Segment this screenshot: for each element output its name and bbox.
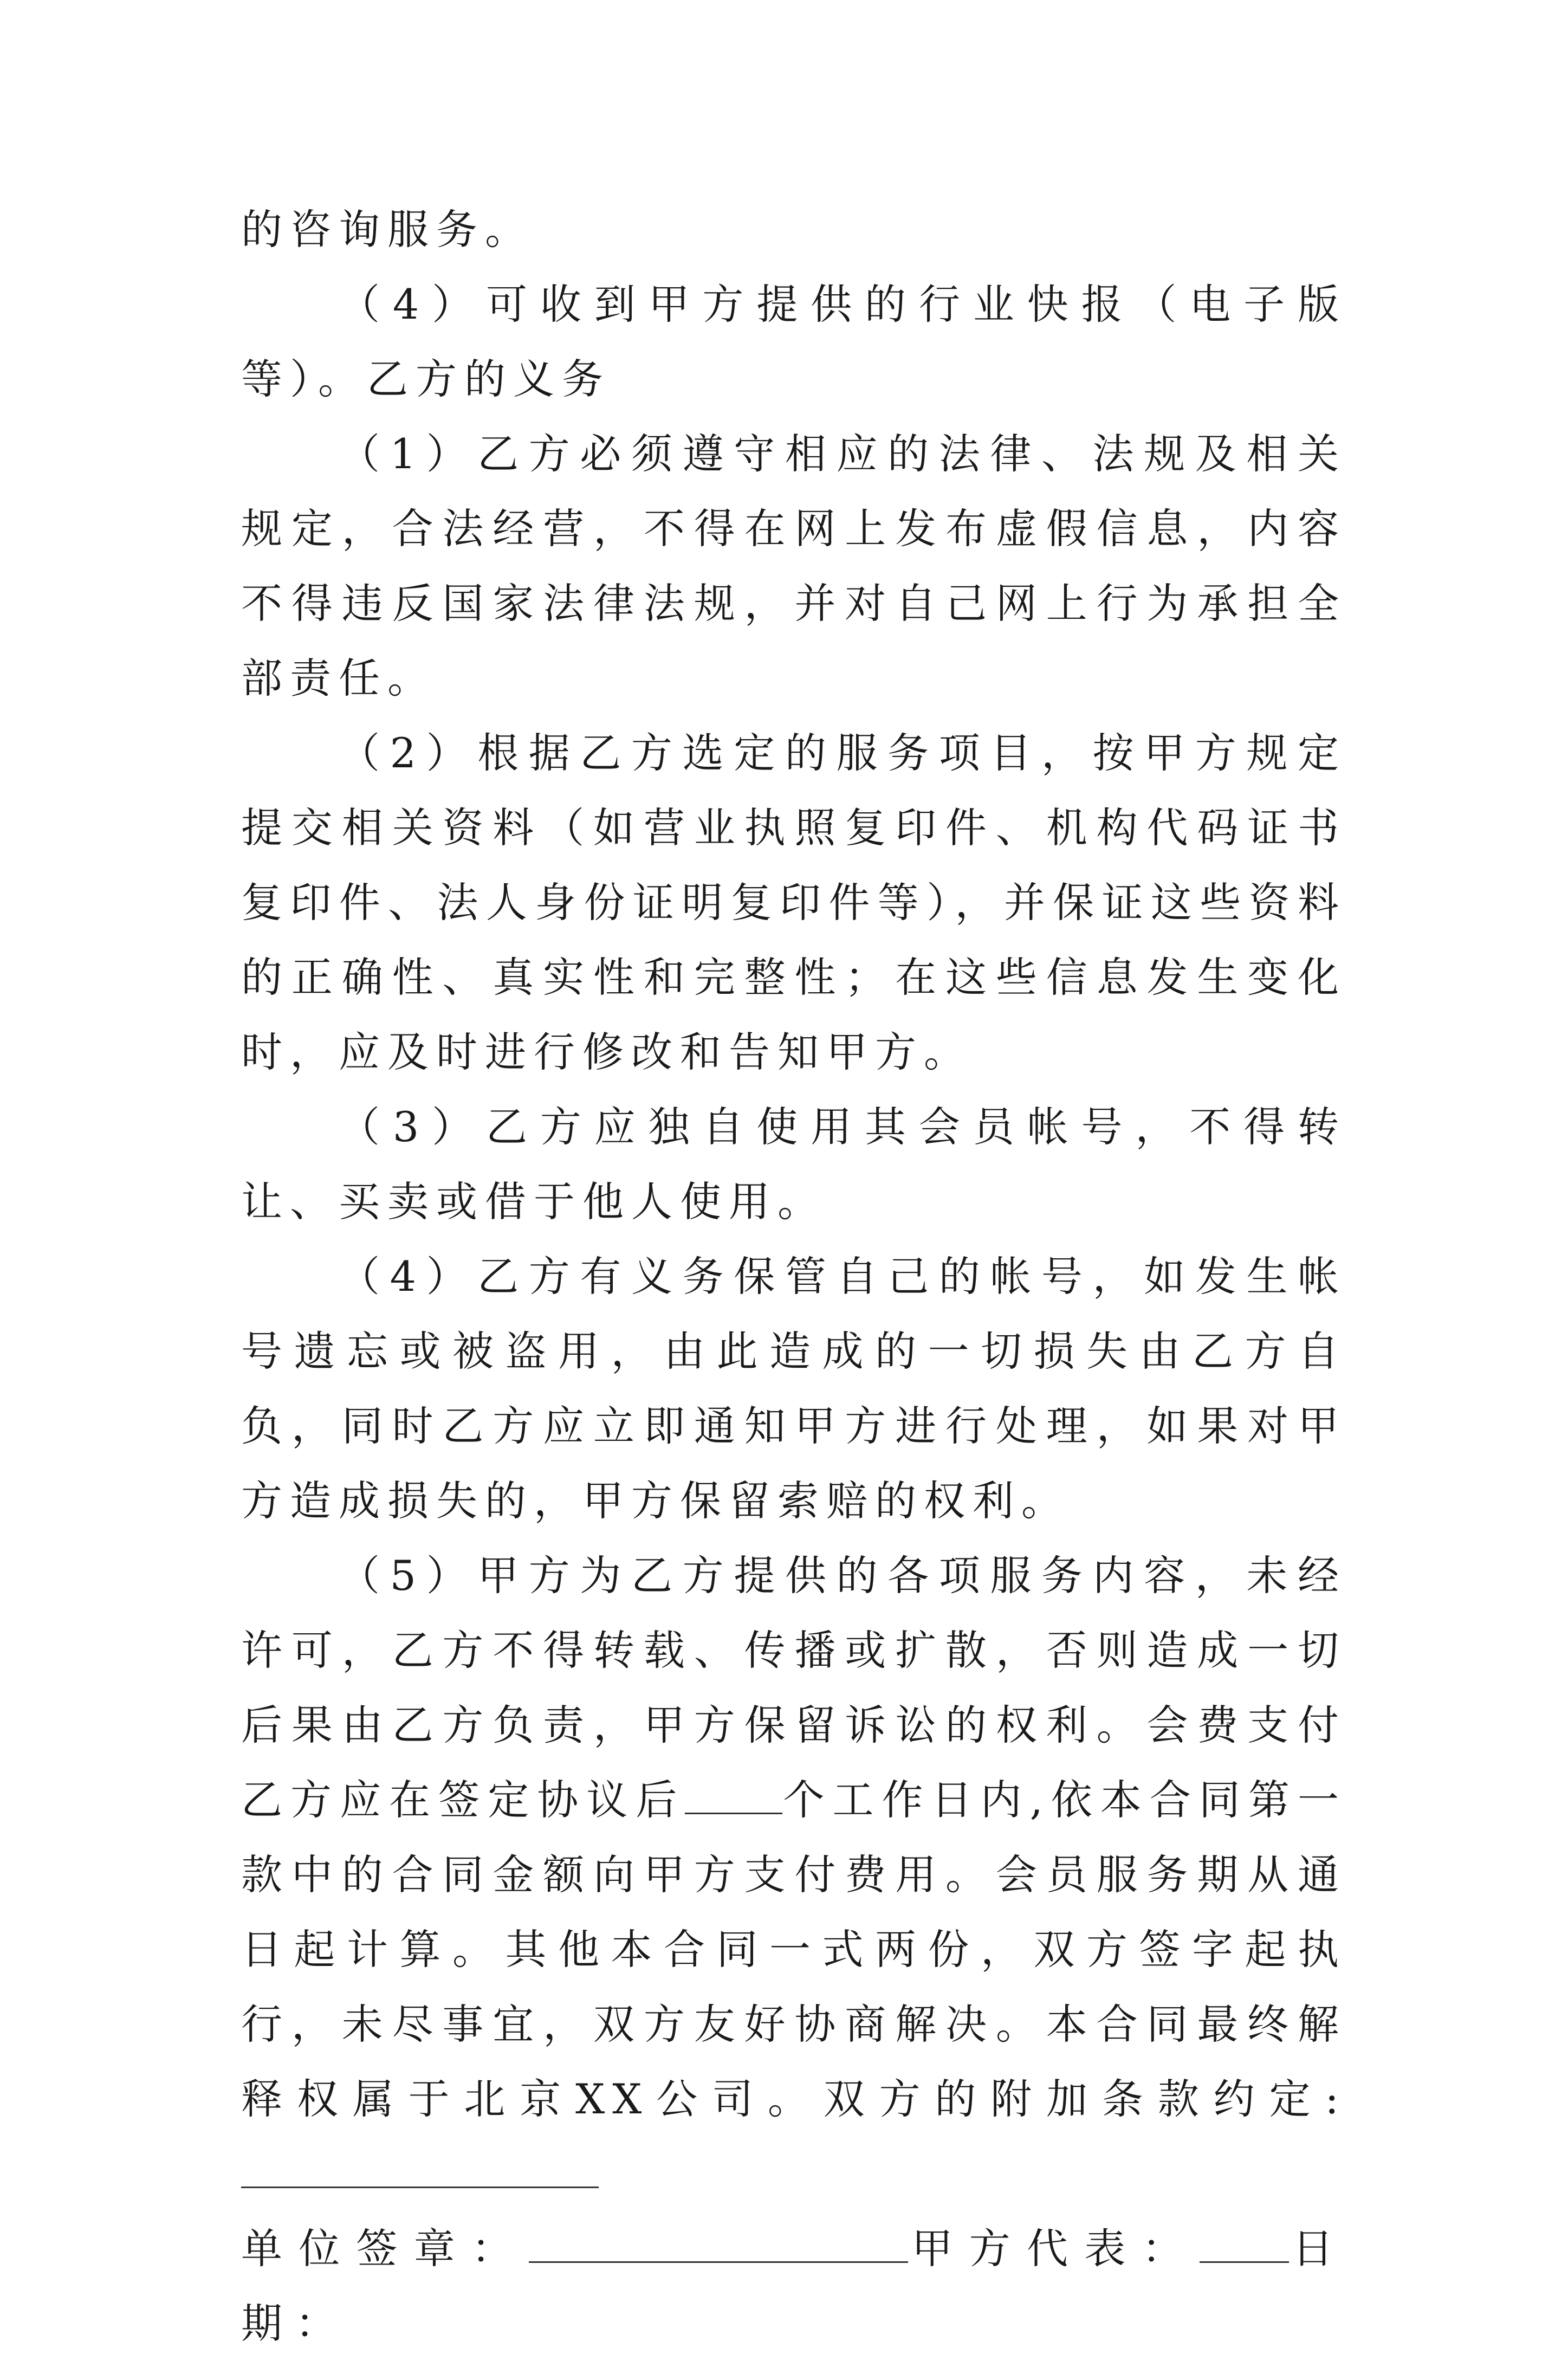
paragraph-continuation: 的咨询服务。 bbox=[241, 205, 534, 254]
paragraph-obligation-4: （4）乙方有义务保管自己的帐号，如发生帐号遗忘或被盗用，由此造成的一切损失由乙方自负，同时乙方应立即通知甲方进行处理，如果对甲方造成损失的，甲方保留索赔的权利。 bbox=[241, 1252, 1346, 1525]
seal-label: 单位签章： bbox=[241, 2224, 529, 2273]
paragraph-obligation-5 bbox=[241, 1538, 1346, 2211]
paragraph-obligation-1: （1）乙方必须遵守相应的法律、法规及相关规定，合法经营，不得在网上发布虚假信息，内容不得违反国家法律法规，并对自己网上行为承担全部责任。 bbox=[241, 430, 1346, 702]
seal-blank bbox=[529, 2229, 908, 2263]
rep-blank bbox=[1200, 2229, 1289, 2263]
paragraph-obligation-3: （3）乙方应独自使用其会员帐号，不得转让、买卖或借于他人使用。 bbox=[241, 1103, 1346, 1226]
payment-days-blank bbox=[685, 1780, 782, 1814]
rep-label: 甲方代表： bbox=[908, 2224, 1200, 2273]
paragraph-industry-newsletter: （4）可收到甲方提供的行业快报（电子版等）。乙方的义务 bbox=[241, 280, 1346, 403]
paragraph-obligation-2: （2）根据乙方选定的服务项目，按甲方规定提交相关资料（如营业执照复印件、机构代码证书复印件、法人身份证明复印件等），并保证这些资料的正确性、真实性和完整性；在这些信息发生变化时，应及时进行修改和告知甲方。 bbox=[241, 729, 1346, 1076]
obligation-5-text-a: （5）甲方为乙方提供的各项服务内容，未经许可，乙方不得转载、传播或扩散，否则造成一切后果由乙方负责，甲方保留诉讼的权利。会费支付乙方应在签定协议后 bbox=[241, 1551, 1346, 1824]
signature-line bbox=[241, 2211, 1346, 2361]
date-label: 日期： bbox=[241, 2224, 1346, 2347]
contract-body bbox=[241, 192, 1346, 2361]
additional-terms-blank bbox=[241, 2154, 599, 2188]
obligation-5-text-b: 个工作日内,依本合同第一款中的合同金额向甲方支付费用。会员服务期从通日起计算。其他本合同一式两份，双方签字起执行，未尽事宜，双方友好协商解决。本合同最终解释权属于北京XX公司。双方的附加条款约定: bbox=[241, 1776, 1346, 2123]
